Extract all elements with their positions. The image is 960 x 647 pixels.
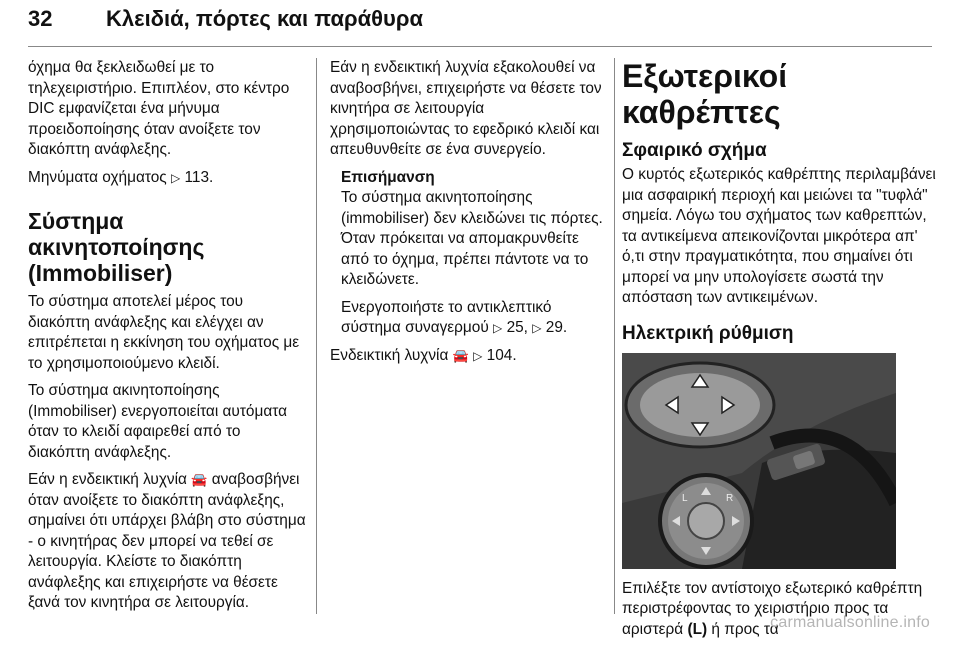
note-paragraph: Ενεργοποιήστε το αντικλεπτικό σύστημα συναγερμού ▷ 25, ▷ 29. — [341, 298, 568, 336]
mirror-control-illustration — [622, 353, 896, 569]
column-divider-1 — [316, 58, 317, 614]
mirror-control-figure — [622, 353, 896, 569]
note-box — [330, 168, 608, 339]
ref-arrow-icon: ▷ — [473, 348, 483, 363]
ref-arrow-icon: ▷ — [493, 321, 503, 335]
paragraph: Εάν η ενδεικτική λυχνία εξακολουθεί να αναβοσβήνει, επιχειρήστε να θέσετε τον κινητήρα σε λειτουργία χρησιμοποιώντας το εφεδρικό κλειδί και απευθυνθείτε σε ένα συνεργείο. — [330, 59, 602, 158]
paragraph: Εάν η ενδεικτική λυχνία 🚘 αναβοσβήνει όταν ανοίξετε το διακόπτη ανάφλεξης, σημαίνει ότι υπάρχει βλάβη στο σύστημα - ο κινητήρας δεν μπορεί να τεθεί σε λειτουργία. Κλείστε το διακόπτη ανάφλεξης και επιχειρήστε να θέσετε ξανά τον κινητήρα σε λειτουργία. — [28, 471, 306, 611]
immobiliser-lamp-icon: 🚘 — [191, 472, 208, 487]
page-title: Κλειδιά, πόρτες και παράθυρα — [106, 6, 423, 31]
note-paragraph: Το σύστημα ακινητοποίησης (immobiliser) δεν κλειδώνει τις πόρτες. Όταν πρόκειται να απομακρυνθείτε από το όχημα, πρέπει πάντοτε να το κλειδώνετε. — [341, 189, 603, 288]
subsection-heading: Σφαιρικό σχήμα — [622, 140, 767, 161]
figure-label-R: R — [726, 492, 734, 504]
paragraph: Ο κυρτός εξωτερικός καθρέπτης περιλαμβάνει μια ασφαιρική περιοχή και μειώνει τα "τυφλά" σημεία. Λόγω του σχήματος των καθρεπτών, τα αντικείμενα απεικονίζονται μικρότερα απ' ό,τι στην πραγματικότητα, που σημαίνει ότι μπορεί να μην υπολογίσετε σωστά την απόσταση των αντικειμένων. — [622, 166, 936, 306]
ref-arrow-icon: ▷ — [532, 321, 542, 335]
ref-arrow-icon: ▷ — [170, 170, 181, 185]
column-divider-2 — [614, 58, 615, 614]
watermark: carmanualsonline.info — [770, 614, 930, 631]
column-2 — [330, 58, 608, 373]
paragraph: Μηνύματα οχήματος ▷ 113. — [28, 168, 214, 186]
figure-label-L: L — [682, 492, 688, 504]
column-1 — [28, 58, 306, 621]
page-number: 32 — [28, 6, 53, 31]
section-heading: Σύστημα ακινητοποίησης (Immobiliser) — [28, 208, 205, 286]
page-ref-link[interactable]: 29. — [545, 319, 568, 336]
paragraph: Το σύστημα αποτελεί μέρος του διακόπτη ανάφλεξης και ελέγχει αν επιτρέπεται η εκκίνηση του οχήματος με το χρησιμοποιούμενο κλειδί. — [28, 293, 300, 372]
paragraph: Το σύστημα ακινητοποίησης (Immobiliser) ενεργοποιείται αυτόματα όταν το κλειδί αφαιρεθεί από το διακόπτη ανάφλεξης. — [28, 382, 288, 461]
page-ref-link[interactable]: 113. — [184, 168, 214, 186]
note-title: Επισήμανση — [341, 168, 435, 186]
header-divider — [28, 46, 932, 47]
immobiliser-lamp-icon: 🚘 — [452, 347, 469, 363]
column-3 — [622, 58, 937, 647]
paragraph: Επιλέξτε τον αντίστοιχο εξωτερικό καθρέπτη περιστρέφοντας το χειριστήριο προς τα αριστερά (L) ή προς τα — [622, 579, 923, 638]
page-header — [0, 0, 960, 52]
page-ref-link[interactable]: 25, — [506, 319, 528, 336]
paragraph: Ενδεικτική λυχνία 🚘 ▷ 104. — [330, 346, 517, 364]
chapter-title: Εξωτερικοί καθρέπτες — [622, 58, 788, 130]
subsection-heading: Ηλεκτρική ρύθμιση — [622, 322, 794, 344]
page-ref-link[interactable]: 104. — [486, 346, 517, 364]
paragraph: όχημα θα ξεκλειδωθεί με το τηλεχειριστήριο. Επιπλέον, στο κέντρο DIC εμφανίζεται ένα μήνυμα προειδοποίησης όταν ανοίξετε τον διακόπτη ανάφλεξης. — [28, 59, 290, 158]
